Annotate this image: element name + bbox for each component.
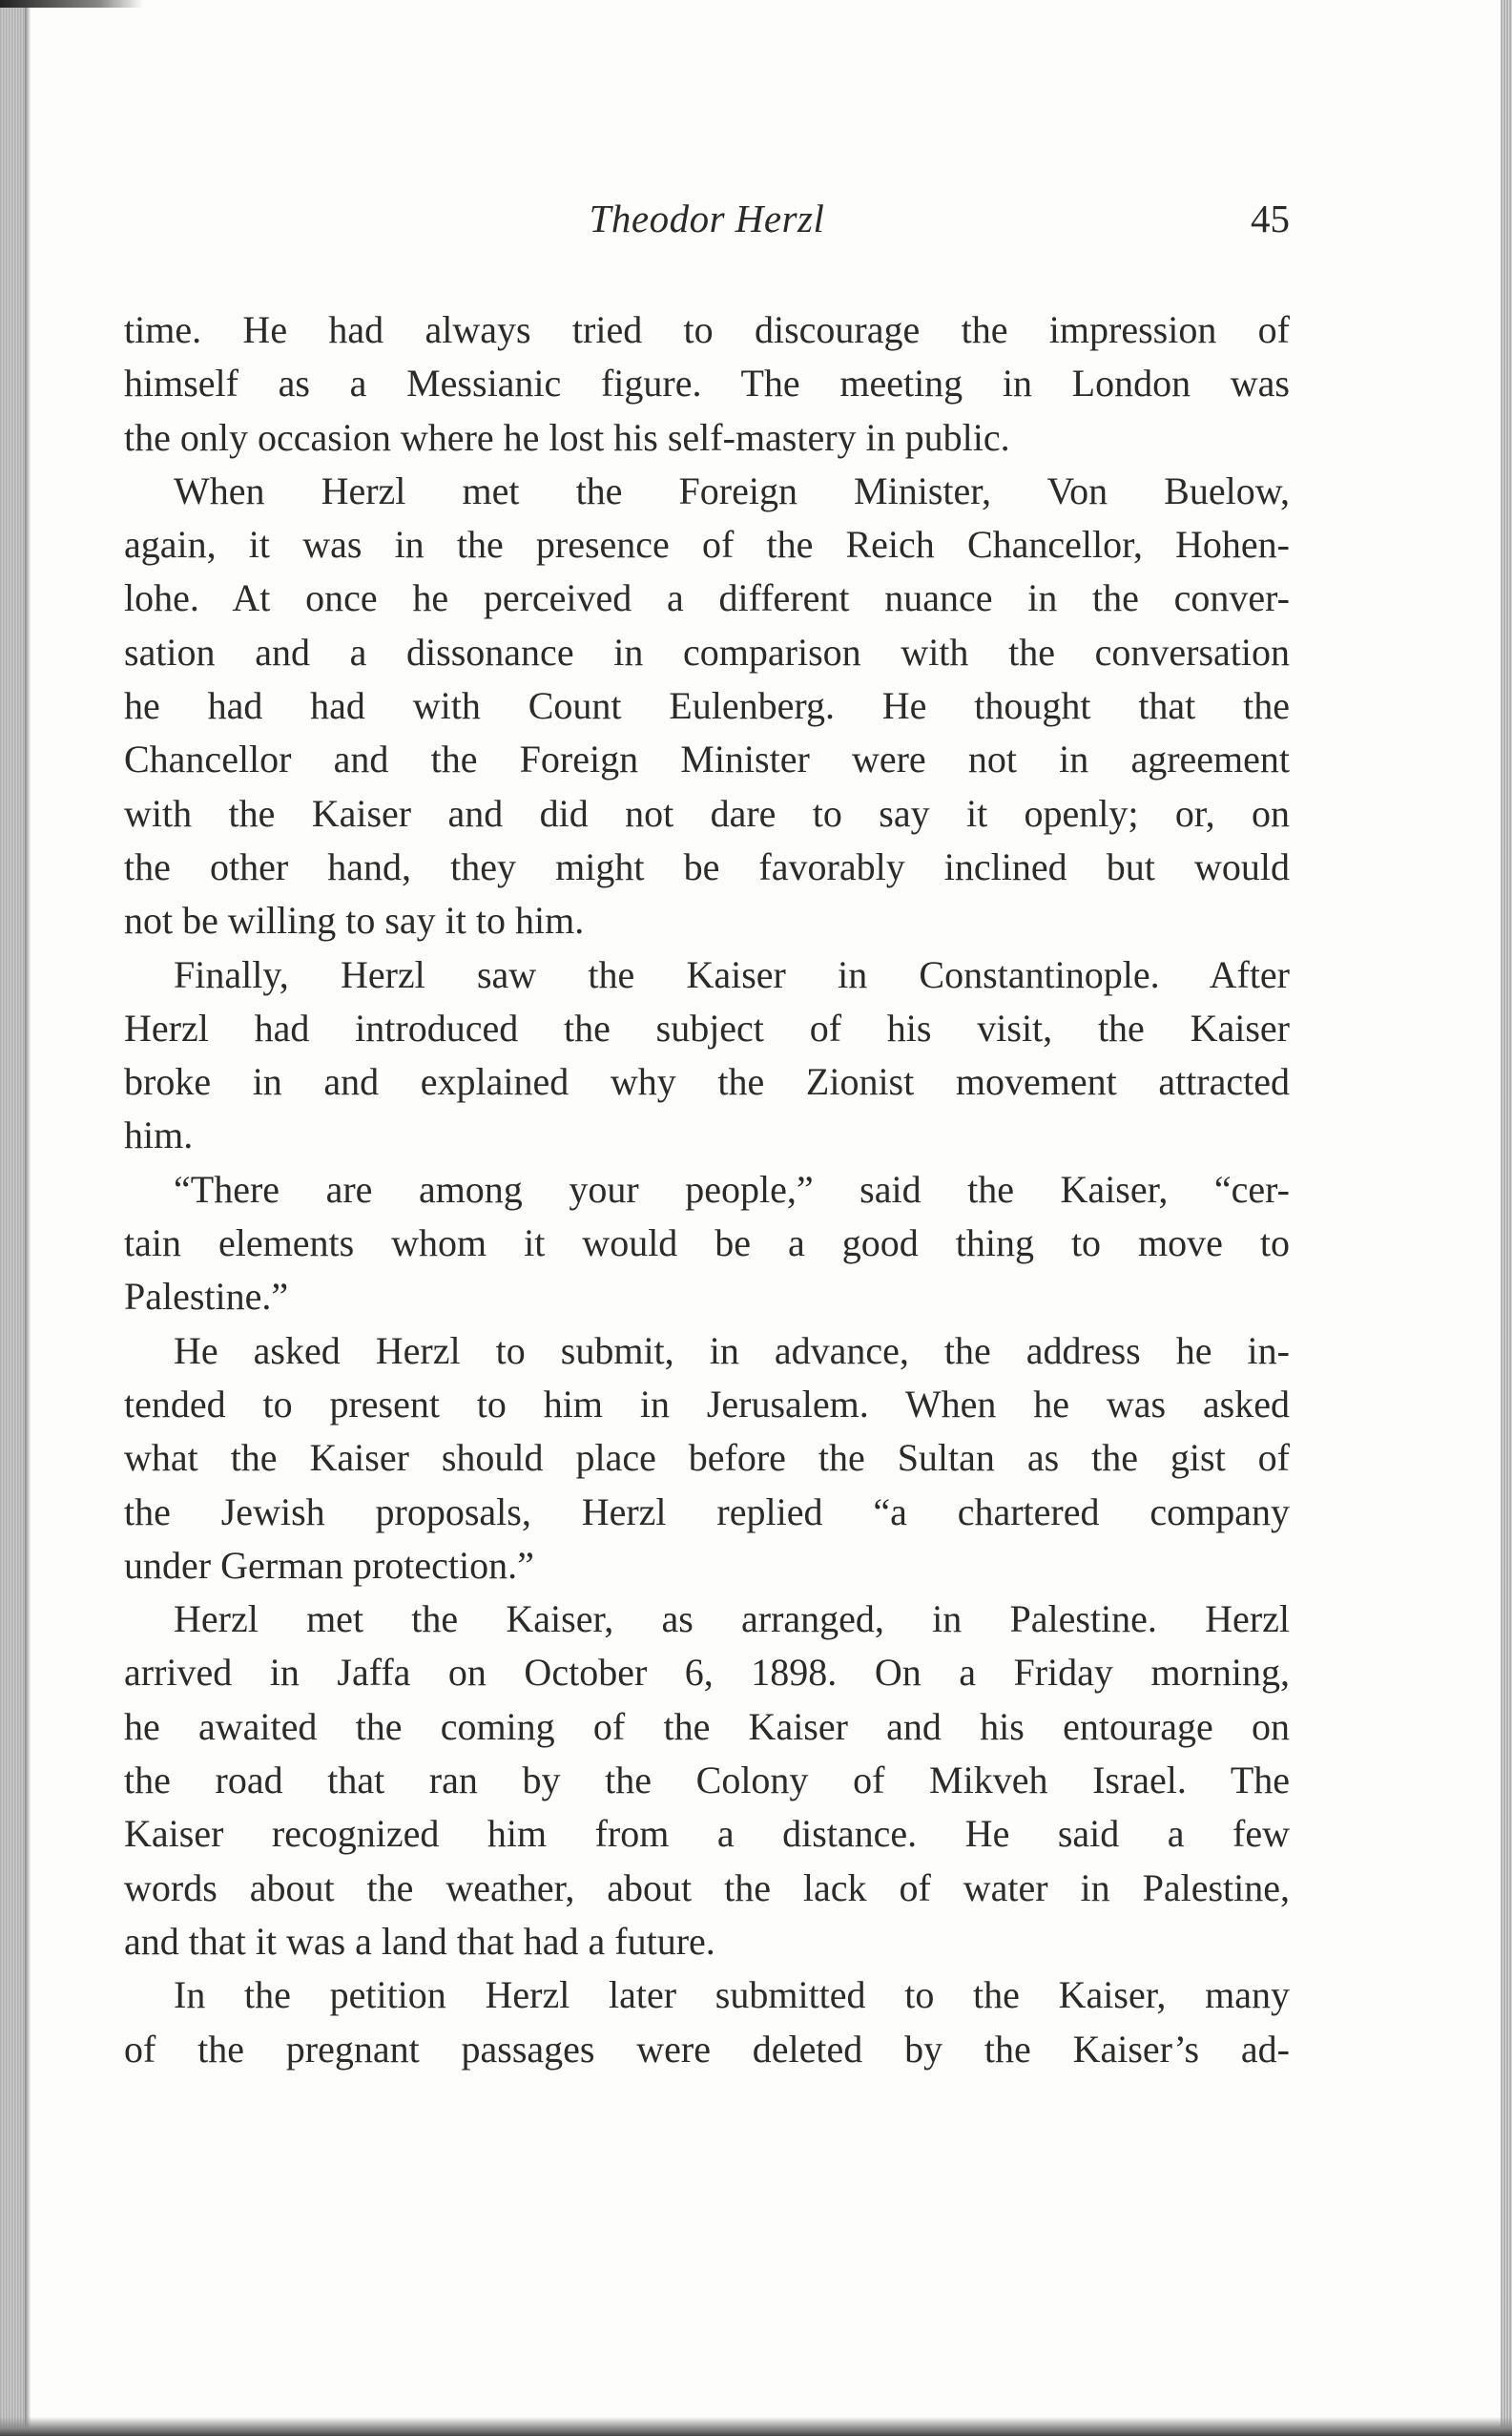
running-head: [124, 196, 1290, 253]
text-line: him.: [124, 1114, 194, 1157]
text-line: Palestine.”: [124, 1275, 289, 1319]
text-line: tain elements whom it would be a good thing to move to: [124, 1221, 1290, 1265]
text-line: tended to present to him in Jerusalem. When he was asked: [124, 1382, 1290, 1426]
text-line: the Jewish proposals, Herzl replied “a chartered company: [124, 1489, 1290, 1533]
text-line: “There are among your people,” said the Kaiser, “cer-: [174, 1167, 1290, 1211]
text-line: words about the weather, about the lack of water in Palestine,: [124, 1865, 1290, 1909]
spine-shadow: [0, 0, 25, 2436]
text-line: the road that ran by the Colony of Mikveh Israel. The: [124, 1759, 1290, 1802]
page-number: 45: [1251, 197, 1290, 240]
text-line: Finally, Herzl saw the Kaiser in Constantinople. After: [174, 952, 1290, 996]
text-line: In the petition Herzl later submitted to the Kaiser, many: [174, 1973, 1290, 2017]
text-line: sation and a dissonance in comparison with the conversation: [124, 630, 1290, 674]
text-line: what the Kaiser should place before the Sultan as the gist of: [124, 1436, 1290, 1480]
text-line: the only occasion where he lost his self-mastery in public.: [124, 415, 1010, 459]
text-line: time. He had always tried to discourage the impression of: [124, 308, 1290, 351]
text-line: of the pregnant passages were deleted by the Kaiser’s ad-: [124, 2027, 1290, 2071]
text-line: broke in and explained why the Zionist movement attracted: [124, 1060, 1290, 1104]
text-line: When Herzl met the Foreign Minister, Von Buelow,: [174, 468, 1290, 512]
spine-edge: [25, 0, 31, 2436]
page-edge-bottom: [0, 2417, 1512, 2436]
paragraph: [124, 1324, 1290, 1593]
text-line: He asked Herzl to submit, in advance, the address he in-: [174, 1328, 1290, 1372]
text-line: Chancellor and the Foreign Minister were not in agreement: [124, 738, 1290, 781]
paragraph: [124, 1968, 1290, 2076]
page-edge-right: [1501, 0, 1512, 2436]
text-line: not be willing to say it to him.: [124, 899, 585, 943]
text-line: and that it was a land that had a future.: [124, 1919, 715, 1963]
scan-corner-shadow: [0, 0, 143, 8]
text-line: he had had with Count Eulenberg. He thought that the: [124, 684, 1290, 728]
text-line: the other hand, they might be favorably inclined but would: [124, 844, 1290, 888]
text-line: again, it was in the presence of the Reich Chancellor, Hohen-: [124, 523, 1290, 567]
body-text: [124, 303, 1290, 2076]
text-line: Herzl had introduced the subject of his visit, the Kaiser: [124, 1006, 1290, 1050]
text-line: he awaited the coming of the Kaiser and his entourage on: [124, 1704, 1290, 1748]
text-line: Herzl met the Kaiser, as arranged, in Palestine. Herzl: [174, 1597, 1290, 1641]
paragraph: [124, 1593, 1290, 1968]
running-head-title: Theodor Herzl: [589, 197, 825, 240]
paragraph: [124, 465, 1290, 948]
text-line: with the Kaiser and did not dare to say it openly; or, on: [124, 791, 1290, 835]
paragraph: [124, 948, 1290, 1163]
paragraph: [124, 1163, 1290, 1324]
text-line: under German protection.”: [124, 1543, 534, 1587]
paragraph: [124, 303, 1290, 465]
text-line: himself as a Messianic figure. The meeting in London was: [124, 362, 1290, 406]
text-line: arrived in Jaffa on October 6, 1898. On a Friday morning,: [124, 1651, 1290, 1695]
text-line: lohe. At once he perceived a different nuance in the conver-: [124, 576, 1290, 620]
text-line: Kaiser recognized him from a distance. He said a few: [124, 1812, 1290, 1856]
